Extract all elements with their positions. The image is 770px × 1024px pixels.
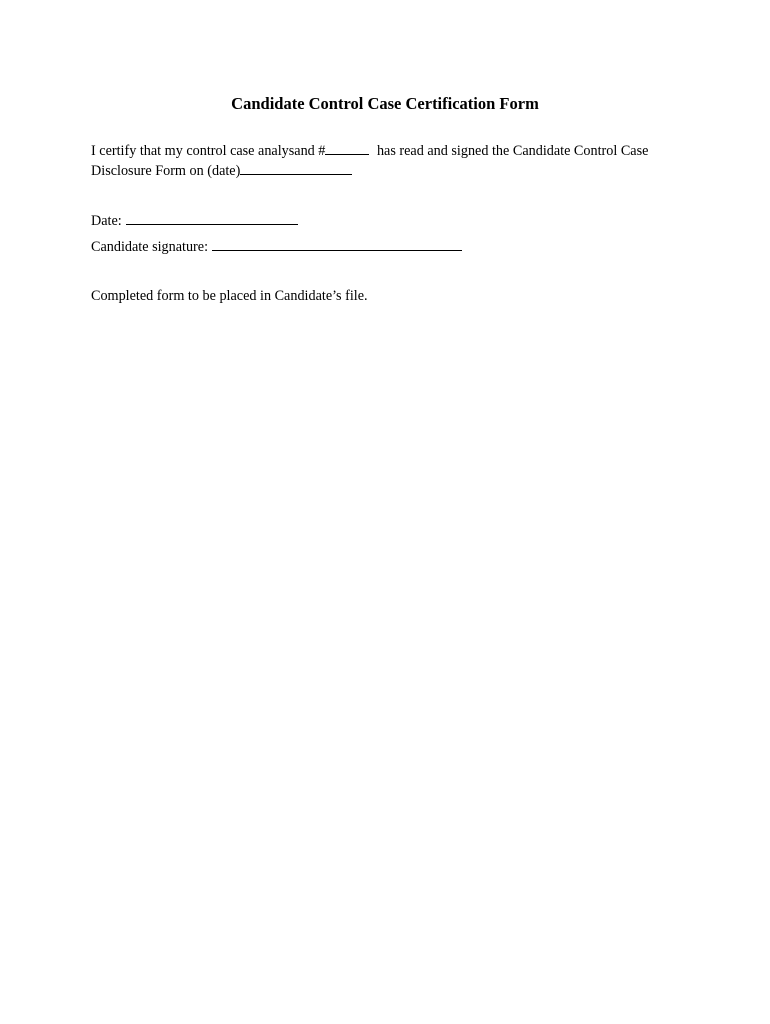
form-title: Candidate Control Case Certification Form	[231, 94, 539, 113]
certification-text-part2: has read and signed the Candidate Control Case Disclosure Form on (date)	[91, 143, 649, 179]
analysand-number-field[interactable]	[325, 141, 369, 155]
certification-text-part1: I certify that my control case analysand #	[91, 143, 326, 159]
signature-field[interactable]	[212, 237, 462, 251]
disclosure-date-field[interactable]	[240, 161, 352, 175]
date-field[interactable]	[126, 211, 298, 225]
signature-row	[91, 237, 462, 256]
certification-statement	[91, 141, 691, 180]
filing-note: Completed form to be placed in Candidate’s file.	[91, 288, 368, 304]
signature-label: Candidate signature:	[91, 239, 209, 255]
date-label: Date:	[91, 213, 122, 229]
date-row	[91, 211, 298, 230]
